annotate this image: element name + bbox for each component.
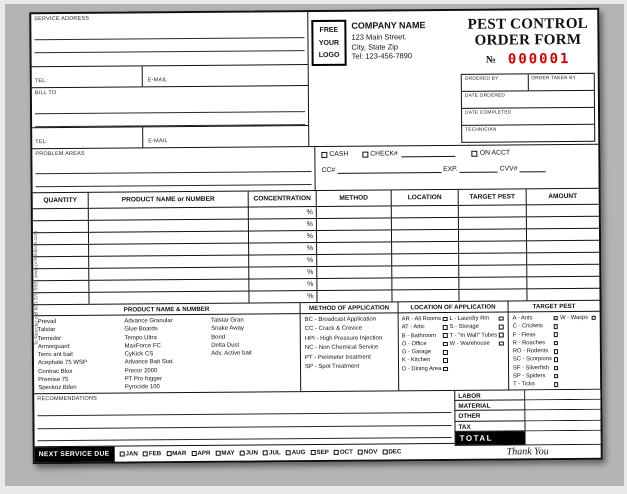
totals-rows [454, 389, 600, 431]
pest-column-2 [560, 314, 598, 389]
check-number-field[interactable] [402, 150, 456, 156]
tel-label: TEL: [34, 78, 48, 85]
next-service-due-label: NEXT SERVICE DUE [35, 447, 115, 463]
month-option[interactable] [240, 449, 258, 456]
location-checkbox[interactable] [443, 325, 448, 330]
pest-checkbox[interactable] [554, 341, 559, 346]
company-city: City, State Zip [351, 41, 399, 52]
location-option-label: S - Storage [449, 324, 479, 331]
month-label: AUG [291, 449, 306, 457]
method-cell[interactable] [317, 254, 392, 266]
month-label: MAR [172, 450, 187, 458]
product-cell[interactable] [89, 256, 249, 268]
product-option: Adv. Active bait [211, 350, 252, 358]
reference-section [34, 301, 601, 394]
month-option[interactable] [119, 450, 137, 457]
on-account-label: ON ACCT [479, 149, 511, 157]
technician-label: TECHNICIAN [465, 127, 497, 133]
scan-background [5, 4, 624, 486]
month-option[interactable] [263, 449, 281, 456]
form-title-line1: PEST CONTROL [467, 15, 589, 33]
month-option[interactable] [382, 448, 401, 455]
concentration-cell[interactable] [249, 291, 317, 303]
order-info-boxes [461, 73, 596, 143]
product-cell[interactable] [89, 292, 249, 304]
product-option: PT Pro fogger [124, 376, 163, 383]
target-pest-cell[interactable] [459, 277, 527, 289]
method-option: PT - Perimeter treatment [304, 354, 371, 361]
percent-sign: % [306, 245, 314, 253]
product-option: Delta Dust [211, 342, 240, 349]
target-pest-cell[interactable] [459, 289, 527, 301]
location-cell[interactable] [392, 206, 459, 218]
month-label: SEP [316, 448, 329, 457]
form-title-block [458, 10, 598, 145]
month-checkbox[interactable] [191, 451, 196, 456]
product-cell[interactable] [89, 220, 249, 232]
pest-option-label: C - Crickets [512, 323, 543, 330]
location-option-label: O - Office [401, 341, 427, 348]
recommendations-label: RECOMMENDATIONS [37, 395, 98, 402]
percent-sign: % [306, 257, 314, 265]
cash-checkbox[interactable] [321, 151, 327, 157]
method-option: SP - Spot Treatment [305, 363, 360, 371]
location-column-1 [402, 315, 450, 390]
concentration-cell[interactable] [249, 267, 317, 279]
month-option[interactable] [215, 450, 234, 457]
check-checkbox[interactable] [362, 151, 368, 157]
location-checkbox[interactable] [443, 350, 448, 355]
month-option[interactable] [334, 449, 353, 456]
total-row-label: OTHER [455, 411, 525, 421]
month-label: JUN [245, 449, 259, 457]
pest-checkbox[interactable] [554, 374, 559, 379]
amount-cell[interactable] [527, 205, 599, 217]
totals-column [454, 389, 601, 458]
form-title-line2: ORDER FORM [474, 31, 582, 49]
month-checkbox[interactable] [263, 450, 268, 455]
product-reference-body [34, 314, 301, 393]
billing-contact-row [32, 125, 308, 148]
col-header-concentration: CONCENTRATION [249, 191, 317, 207]
product-option: Talstar [37, 327, 56, 334]
quantity-cell[interactable] [33, 209, 89, 220]
col-header-amount: AMOUNT [548, 192, 578, 201]
location-cell[interactable] [392, 230, 459, 242]
on-account-option[interactable] [472, 149, 510, 156]
location-checkbox[interactable] [499, 333, 504, 338]
target-pest-cell[interactable] [459, 265, 527, 277]
address-column [31, 12, 309, 148]
month-checkboxes [114, 444, 454, 462]
target-pest-cell[interactable] [459, 229, 527, 241]
month-label: FEB [148, 450, 162, 458]
exp-field[interactable] [460, 167, 498, 173]
ordered-by-label: ORDERED BY [464, 76, 499, 82]
logo-line: FREE [319, 27, 339, 35]
quantity-cell[interactable] [33, 257, 89, 268]
service-address-write-line[interactable] [34, 38, 304, 53]
amount-cell[interactable] [527, 289, 599, 301]
billing-tel-field[interactable] [32, 127, 142, 148]
product-cell[interactable] [89, 208, 249, 220]
location-checkbox[interactable] [499, 325, 504, 330]
product-option: Advance Bait Stat. [124, 359, 175, 366]
pest-option-label: A - Ants [512, 315, 533, 322]
bill-to-label: BILL TO [34, 90, 57, 97]
product-option: Terro ant bait [37, 352, 73, 359]
recommendations-box [34, 391, 454, 447]
company-info [346, 19, 426, 146]
location-cell[interactable] [392, 218, 459, 230]
location-option-label: W - Warehouse [449, 340, 490, 347]
company-name: COMPANY NAME [351, 20, 426, 31]
problem-areas-box [32, 147, 315, 192]
target-pest-cell[interactable] [459, 253, 527, 265]
service-address-box [31, 12, 307, 66]
method-cell[interactable] [317, 278, 392, 290]
amount-cell[interactable] [527, 277, 599, 289]
product-option: MaxForce FC [124, 343, 161, 350]
percent-sign: % [306, 233, 314, 241]
method-cell[interactable] [317, 290, 392, 302]
method-list [301, 313, 399, 390]
quantity-cell[interactable] [33, 221, 89, 232]
check-option[interactable] [362, 150, 458, 158]
email-label: E-MAIL [147, 77, 168, 84]
location-checkbox[interactable] [499, 316, 504, 321]
concentration-cell[interactable] [249, 243, 317, 255]
month-label: NOV [363, 448, 378, 456]
month-option[interactable] [143, 450, 161, 457]
pest-option-label: SP - Spiders [513, 373, 546, 380]
cvv-label: CVV# [499, 165, 518, 173]
email-label: E-MAIL [148, 138, 168, 145]
next-service-row [35, 443, 455, 462]
cash-option[interactable] [321, 151, 348, 158]
cc-number-field[interactable] [337, 167, 441, 174]
product-reference-header: PRODUCT NAME & NUMBER [34, 303, 300, 316]
percent-sign: % [307, 269, 314, 277]
service-email-field[interactable] [142, 65, 308, 86]
percent-sign: % [307, 293, 314, 301]
method-cell[interactable] [317, 230, 392, 242]
quantity-cell[interactable] [33, 281, 89, 292]
amount-cell[interactable] [527, 253, 599, 265]
month-option[interactable] [310, 449, 328, 456]
product-option: Tempo Ultra [124, 334, 157, 342]
amount-cell[interactable] [527, 217, 599, 229]
month-checkbox[interactable] [358, 450, 363, 455]
pest-option[interactable] [513, 380, 561, 389]
location-checkbox[interactable] [443, 317, 448, 322]
quantity-cell[interactable] [33, 233, 89, 244]
bill-to-write-line[interactable] [35, 112, 305, 127]
recommendations-write-line[interactable] [38, 426, 452, 442]
col-header-target-pest: TARGET PEST [459, 189, 527, 205]
location-cell[interactable] [392, 254, 459, 266]
location-reference-body [399, 312, 509, 390]
col-header-quantity: QUANTITY [33, 193, 89, 208]
month-checkbox[interactable] [119, 452, 124, 457]
check-label: CHECK# [370, 150, 398, 158]
pest-checkbox[interactable] [591, 316, 596, 321]
location-cell[interactable] [392, 242, 459, 254]
order-taken-by-label: ORDER TAKEN BY [531, 75, 577, 82]
product-option: Speckoz Bifen [38, 385, 77, 392]
method-cell[interactable] [317, 266, 392, 278]
location-reference [399, 301, 510, 390]
service-address-label: SERVICE ADDRESS [34, 15, 90, 23]
month-checkbox[interactable] [215, 451, 220, 456]
product-option: Glue Boards [124, 326, 158, 333]
location-cell[interactable] [392, 290, 459, 302]
exp-label: EXP. [443, 165, 458, 173]
method-option: BC - Broadcast Application [304, 316, 377, 324]
product-option: CyKick CS [124, 351, 154, 358]
month-label: DEC [388, 448, 402, 456]
pest-option-label: SF - Silverfish [512, 364, 550, 372]
cc-label: CC# [321, 166, 336, 174]
location-option-label: D - Dining Area [402, 365, 442, 373]
problem-areas-label: PROBLEM AREAS [35, 150, 85, 158]
ordered-by-row [462, 74, 594, 91]
pest-option-label: T - Ticks [513, 381, 535, 388]
pest-checkbox[interactable] [554, 333, 559, 338]
pest-checkbox[interactable] [554, 324, 559, 329]
quantity-cell[interactable] [33, 245, 89, 256]
location-option-label: AT - Attic [401, 324, 425, 331]
concentration-cell[interactable] [249, 255, 317, 267]
order-table-body [33, 205, 600, 305]
tel-label: TEL: [35, 139, 48, 146]
quantity-cell[interactable] [33, 293, 89, 304]
bottom-section [34, 389, 601, 462]
amount-cell[interactable] [527, 241, 599, 253]
product-column-3 [211, 316, 298, 391]
month-checkbox[interactable] [166, 451, 171, 456]
problem-payment-section [32, 145, 598, 193]
location-option-label: B - Bathroom [401, 332, 436, 339]
product-option: Snake Away [211, 325, 245, 333]
location-reference-header: LOCATION OF APPLICATION [399, 301, 508, 313]
target-pest-reference-body [509, 312, 601, 389]
percent-sign: % [306, 209, 313, 217]
product-cell[interactable] [89, 232, 249, 244]
grand-total-row [455, 431, 601, 446]
percent-sign: % [307, 281, 314, 289]
month-label: OCT [339, 448, 353, 456]
date-completed-field[interactable] [462, 107, 594, 125]
product-option: Borid [211, 334, 226, 341]
product-option: Advance Granular [124, 318, 173, 325]
logo-line: YOUR [318, 39, 340, 47]
pest-checkbox[interactable] [554, 366, 559, 371]
col-header-method: METHOD [317, 190, 392, 206]
pest-option[interactable] [560, 314, 598, 323]
total-row-amount-field[interactable] [525, 410, 600, 420]
location-option[interactable] [402, 365, 450, 374]
month-option[interactable] [358, 449, 377, 456]
credit-card-row [321, 165, 593, 174]
product-option: Contrac Blox [38, 368, 73, 375]
on-account-checkbox[interactable] [472, 150, 478, 156]
product-option: Prevail [37, 319, 57, 326]
logo-line: LOGO [318, 51, 340, 59]
date-ordered-label: DATE ORDERED [464, 93, 506, 99]
location-option-label: T - "In Wall" Tubes [449, 332, 498, 339]
target-pest-cell[interactable] [459, 205, 527, 217]
method-cell[interactable] [317, 218, 392, 230]
payment-method-row [321, 149, 593, 158]
month-label: APR [197, 449, 211, 457]
date-completed-label: DATE COMPLETED [465, 110, 512, 116]
cash-label: CASH [329, 150, 349, 158]
pest-column-1 [513, 314, 561, 389]
product-option: Armorguard [37, 343, 70, 351]
grand-total-amount-field[interactable] [526, 431, 601, 445]
order-table [33, 189, 600, 305]
payment-box [315, 145, 598, 190]
cvv-field[interactable] [519, 166, 545, 172]
target-pest-reference-header: TARGET PEST [508, 301, 599, 313]
reorder-info-text: To Reorder call 800-370-5591 www.printit4less.com [32, 231, 40, 346]
total-row-label: TAX [455, 421, 525, 431]
location-option-label: AR - All Rooms [401, 316, 441, 323]
product-reference [34, 303, 302, 393]
month-checkbox[interactable] [382, 449, 387, 454]
location-checkbox[interactable] [443, 358, 448, 363]
product-option: Pyrocide 100 [124, 384, 160, 391]
product-cell[interactable] [89, 268, 249, 280]
pest-option-label: SC - Scorpions [512, 356, 552, 363]
method-option: NC - Non Chemical Service [304, 344, 379, 352]
service-contact-row [32, 64, 308, 87]
company-block [308, 11, 459, 146]
location-checkbox[interactable] [443, 367, 448, 372]
month-option[interactable] [191, 450, 210, 457]
total-row-label: MATERIAL [455, 400, 525, 410]
problem-areas-write-line[interactable] [36, 172, 312, 187]
logo-placeholder [311, 20, 346, 66]
location-cell[interactable] [392, 266, 459, 278]
location-checkbox[interactable] [499, 341, 504, 346]
col-header-location: LOCATION [392, 190, 459, 206]
technician-field[interactable] [462, 124, 594, 142]
month-label: MAY [221, 449, 235, 457]
location-option-label: L - Laundry Rm [449, 315, 490, 322]
amount-cell[interactable] [527, 265, 599, 277]
pest-option-label: R - Roaches [512, 340, 546, 347]
total-row-amount-field[interactable] [525, 389, 600, 399]
method-option: CC - Crack & Crevice [304, 326, 363, 333]
location-option-label: G - Garage [401, 349, 431, 356]
method-reference-header: METHOD OF APPLICATION [301, 302, 398, 314]
target-pest-cell[interactable] [459, 217, 527, 229]
form-number-label: № [485, 54, 496, 66]
product-option: Premise 75 [38, 377, 69, 384]
grand-total-label: TOTAL [456, 431, 526, 445]
pest-checkbox[interactable] [554, 316, 559, 321]
month-checkbox[interactable] [286, 450, 291, 455]
concentration-cell[interactable] [249, 231, 317, 243]
method-option: HPI - High Pressure Injection [304, 335, 383, 342]
form-number [459, 51, 598, 68]
location-checkbox[interactable] [443, 333, 448, 338]
concentration-cell[interactable] [249, 279, 317, 291]
pest-control-order-form [29, 8, 603, 464]
month-checkbox[interactable] [143, 451, 148, 456]
location-option-label: K - Kitchen [401, 357, 431, 364]
pest-option-label: W - Wasps [560, 314, 589, 322]
pest-option-label: RO - Rodents [512, 348, 549, 355]
pest-checkbox[interactable] [554, 382, 559, 387]
billing-email-field[interactable] [142, 126, 308, 147]
method-cell[interactable] [317, 206, 392, 218]
quantity-cell[interactable] [33, 269, 89, 280]
product-option: Acephate 75 WSP [37, 360, 88, 367]
product-cell[interactable] [89, 244, 249, 256]
month-label: JUL [268, 449, 281, 457]
total-row-label: LABOR [455, 390, 525, 400]
concentration-cell[interactable] [249, 207, 317, 219]
location-checkbox[interactable] [443, 342, 448, 347]
concentration-cell[interactable] [249, 219, 317, 231]
product-option: Termidor [37, 335, 62, 342]
product-option: Talstar Gran [210, 317, 244, 324]
order-taken-by-field[interactable] [527, 74, 594, 91]
target-pest-cell[interactable] [459, 241, 527, 253]
location-column-2 [449, 315, 506, 390]
pest-checkbox[interactable] [554, 357, 559, 362]
company-phone: Tel: 123-456-7890 [351, 51, 413, 61]
product-column-2 [124, 317, 211, 392]
product-column-1 [38, 318, 125, 393]
location-cell[interactable] [392, 278, 459, 290]
method-cell[interactable] [317, 242, 392, 254]
target-pest-reference [508, 301, 600, 389]
col-header-product: PRODUCT NAME or NUMBER [89, 192, 249, 208]
date-ordered-field[interactable] [462, 90, 594, 108]
total-row-amount-field[interactable] [525, 400, 600, 410]
form-title [458, 17, 597, 49]
month-label: JAN [125, 450, 138, 458]
company-street: 123 Main Street. [351, 32, 407, 42]
header-section [31, 10, 598, 149]
total-row-amount-field[interactable] [525, 420, 600, 430]
pest-option-label: F - Fleas [512, 331, 536, 339]
month-option[interactable] [286, 449, 306, 456]
percent-sign: % [306, 221, 313, 229]
thank-you-text: Thank You [506, 446, 549, 458]
service-tel-field[interactable] [32, 66, 142, 87]
bottom-left [34, 391, 455, 463]
month-checkbox[interactable] [240, 451, 245, 456]
location-option[interactable] [450, 339, 506, 348]
ordered-by-field[interactable] [462, 74, 528, 91]
month-checkbox[interactable] [310, 450, 315, 455]
product-cell[interactable] [89, 280, 249, 292]
product-option: Precor 2000 [124, 368, 158, 375]
method-reference [301, 302, 400, 390]
month-checkbox[interactable] [334, 450, 339, 455]
amount-cell[interactable] [527, 229, 599, 241]
form-number-value: 000001 [507, 50, 571, 68]
bill-to-box [32, 85, 308, 127]
month-option[interactable] [166, 450, 186, 457]
pest-checkbox[interactable] [554, 349, 559, 354]
